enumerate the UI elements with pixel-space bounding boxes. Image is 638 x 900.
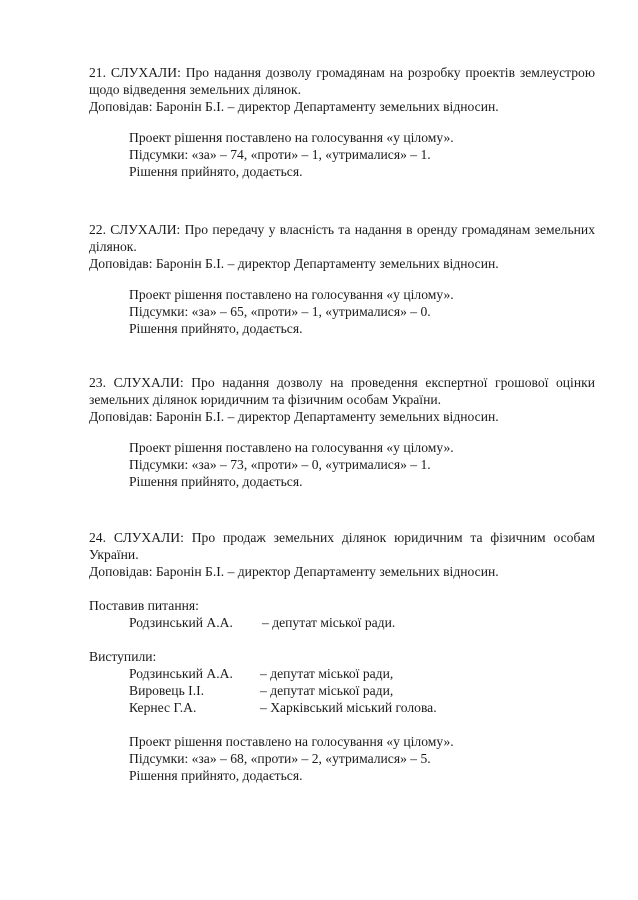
agenda-item-22 <box>89 221 595 337</box>
item-speaker: Доповідав: Баронін Б.І. – директор Департаменту земельних відносин. <box>89 256 499 271</box>
item-speaker: Доповідав: Баронін Б.І. – директор Департаменту земельних відносин. <box>89 564 499 579</box>
person-name: Вировець І.І. <box>129 683 205 698</box>
item-speaker: Доповідав: Баронін Б.І. – директор Департаменту земельних відносин. <box>89 409 499 424</box>
speaker-row <box>129 699 595 716</box>
item-heading: 22. СЛУХАЛИ: Про передачу у власність та надання в оренду громадянам земельних ділянок. <box>89 222 595 254</box>
vote-line: Підсумки: «за» – 73, «проти» – 0, «утрималися» – 1. <box>129 457 431 472</box>
vote-line: Рішення прийнято, додається. <box>129 474 303 489</box>
speakers-label: Виступили: <box>89 649 157 664</box>
person-name: Родзинський А.А. <box>129 615 233 630</box>
person-name: Родзинський А.А. <box>129 666 233 681</box>
vote-line: Проект рішення поставлено на голосування «у цілому». <box>129 734 454 749</box>
vote-line: Проект рішення поставлено на голосування «у цілому». <box>129 287 454 302</box>
vote-line: Рішення прийнято, додається. <box>129 768 303 783</box>
person-name: Кернес Г.А. <box>129 700 197 715</box>
vote-block <box>129 439 595 490</box>
agenda-item-21 <box>89 64 595 180</box>
item-heading: 21. СЛУХАЛИ: Про надання дозволу громадянам на розробку проектів землеустрою щодо відведення земельних ділянок. <box>89 65 595 97</box>
vote-line: Рішення прийнято, додається. <box>129 321 303 336</box>
person-role: – депутат міської ради, <box>260 683 394 698</box>
vote-block <box>129 286 595 337</box>
person-role: – Харківський міський голова. <box>260 700 437 715</box>
raised-by-label: Поставив питання: <box>89 598 199 613</box>
item-speaker: Доповідав: Баронін Б.І. – директор Департаменту земельних відносин. <box>89 99 499 114</box>
raised-by-row <box>129 614 595 631</box>
vote-line: Проект рішення поставлено на голосування «у цілому». <box>129 440 454 455</box>
speaker-row <box>129 682 595 699</box>
person-role: – депутат міської ради, <box>260 666 394 681</box>
speaker-row <box>129 665 595 682</box>
item-heading: 24. СЛУХАЛИ: Про продаж земельних ділянок юридичним та фізичним особам України. <box>89 530 595 562</box>
vote-line: Підсумки: «за» – 68, «проти» – 2, «утрималися» – 5. <box>129 751 431 766</box>
agenda-item-23 <box>89 374 595 490</box>
person-role: – депутат міської ради. <box>262 615 396 630</box>
vote-block <box>129 129 595 180</box>
item-heading: 23. СЛУХАЛИ: Про надання дозволу на проведення експертної грошової оцінки земельних ділянок юридичним та фізичним особам України. <box>89 375 595 407</box>
vote-line: Підсумки: «за» – 74, «проти» – 1, «утрималися» – 1. <box>129 147 431 162</box>
agenda-item-24 <box>89 529 595 784</box>
vote-block <box>129 733 595 784</box>
vote-line: Проект рішення поставлено на голосування «у цілому». <box>129 130 454 145</box>
vote-line: Рішення прийнято, додається. <box>129 164 303 179</box>
vote-line: Підсумки: «за» – 65, «проти» – 1, «утрималися» – 0. <box>129 304 431 319</box>
